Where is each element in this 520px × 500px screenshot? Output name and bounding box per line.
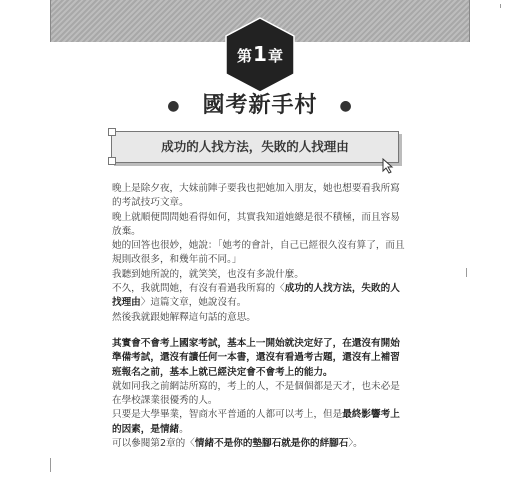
section-banner [111,131,399,163]
paragraph-gap [112,325,408,337]
crop-mark-right-top [500,4,501,8]
paragraph-8: 就如同我之前網誌所寫的，考上的人，不是個個都是天才，也未必是在學校課業很優秀的人。 [112,380,400,407]
paragraph-6: 然後我就跟她解釋這句話的意思。 [112,311,256,323]
paragraph-9 [112,408,408,437]
p10-chapter-ref: 情緒不是你的墊腳石就是你的絆腳石 [194,438,349,450]
p7-bold-text: 其實會不會考上國家考試，基本上一開始就決定好了，在還沒有開始準備考試，還沒有讀任何一本書，還沒有看過考古題，還沒有上補習班報名之前，基本上就已經決定會不會考上的能力。 [112,337,400,378]
paragraph-5 [112,282,408,311]
p10-lead: 可以參閱第2章的〈 [112,438,195,450]
paragraph-7 [112,337,408,380]
paragraph-10 [112,437,408,451]
chapter-title: 國考新手村 [202,93,318,118]
chapter-title-row [0,88,520,119]
banner-corner-bl [108,157,116,165]
chapter-suffix: 章 [267,47,283,65]
chapter-number: 1 [253,42,267,66]
p9-lead: 只要是大學畢業，智商水平普通的人都可以考上，但是 [112,409,343,421]
p9-tail: 。 [179,423,189,435]
p5-lead: 不久，我就問她，有沒有看過我所寫的〈 [112,283,285,295]
crop-mark-top-left [50,0,51,42]
crop-mark-top-right [469,0,470,42]
paragraph-3: 她的回答也很妙，她說：「她考的會計，自己已經很久沒有算了，而且規則改很多，和幾年前不同。」 [112,240,405,266]
title-bullet-left-icon: ● [167,98,181,114]
p5-tail: 〉這篇文章，她說沒有。 [140,297,247,309]
article-body [112,182,408,451]
p5-article-title: 成功的人找方法，失敗的人找理由 [112,283,400,309]
p9-emphasis: 最終影響考上的因素，是情緒 [112,409,400,435]
paragraph-4: 我聽到她所說的，就笑笑，也沒有多說什麼。 [112,268,304,280]
p10-tail: 〉。 [348,438,363,450]
title-bullet-right-icon: ● [339,98,353,114]
chapter-prefix: 第 [237,47,253,65]
crop-mark-right-mid [466,268,467,277]
paragraph-1: 晚上是除夕夜，大妹前陣子要我也把她加入朋友，她也想要看我所寫的考試技巧文章。 [112,183,400,209]
paragraph-2: 晚上就順便問問她看得如何，其實我知道她總是很不積極，而且容易放棄。 [112,211,400,237]
chapter-label [224,36,296,74]
banner-corner-tl [108,128,116,136]
crop-mark-left-bottom [50,458,51,472]
banner-text: 成功的人找方法，失敗的人找理由 [161,139,349,154]
cursor-arrow-icon [381,158,397,174]
